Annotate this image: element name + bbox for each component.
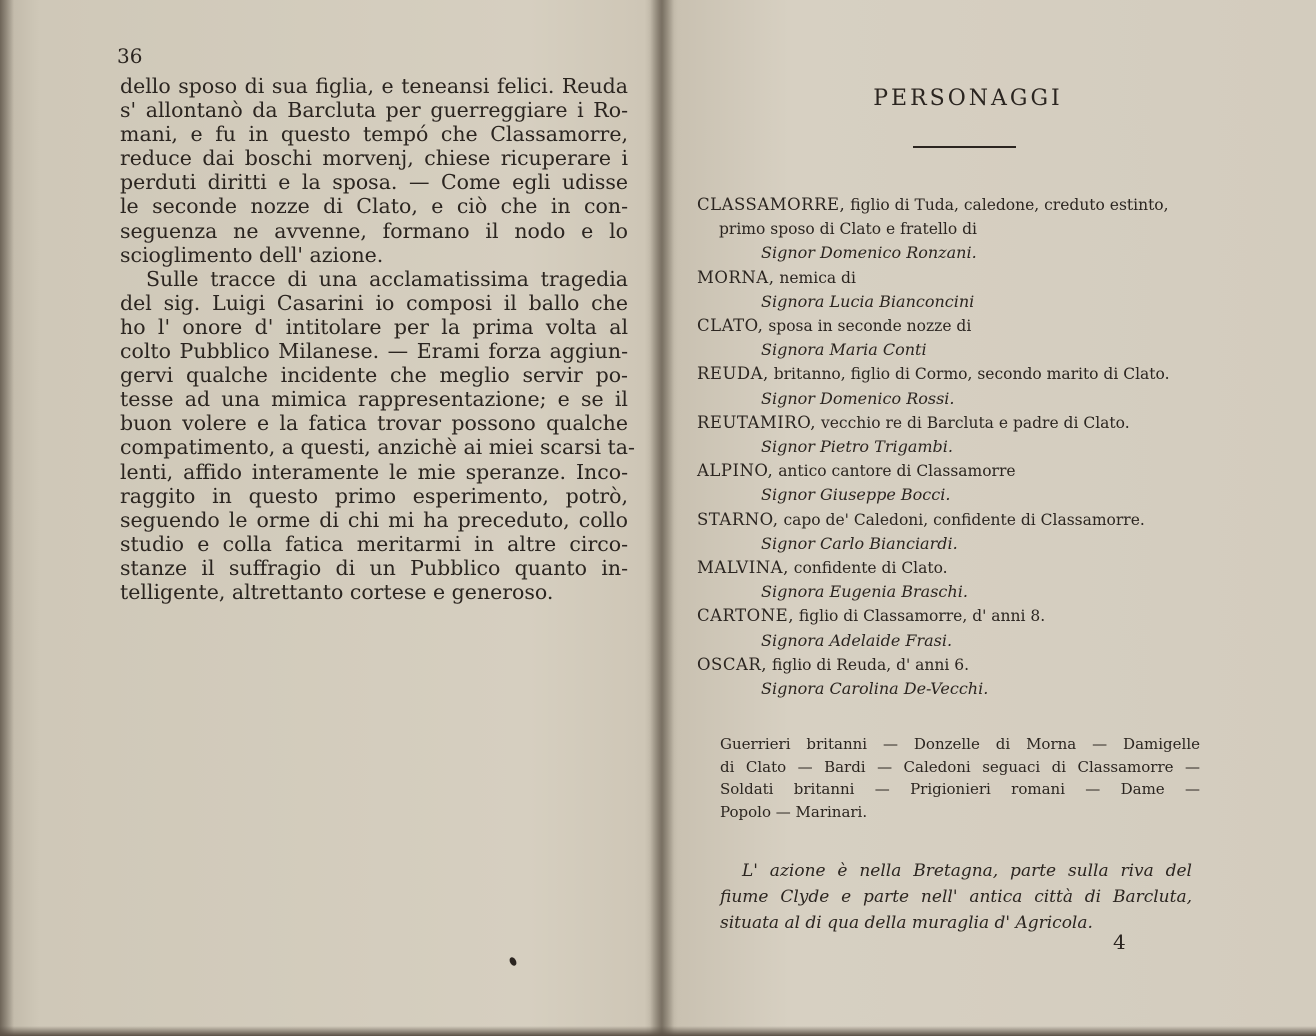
character-description: vecchio re di Barcluta e padre di Clato. [820,413,1130,432]
text-line: seguenza ne avvenne, formano il nodo e lo [120,218,628,243]
setting-line: fiume Clyde e parte nell' antica città di Barcluta, [720,887,1192,907]
signature-mark: 4 [1113,930,1126,954]
character-description: sposa in seconde nozze di [768,317,972,336]
text-line: s' allontanò da Barcluta per guerreggiare i Ro- [120,98,628,123]
text-line: del sig. Luigi Casarini io composi il ballo che [120,290,628,315]
text-line: dello sposo di sua figlia, e teneansi felici. Reuda [120,74,628,98]
character-description-continued: primo sposo di Clato e fratello di [719,220,977,239]
character-description: confidente di Clato. [793,559,948,578]
character-line [697,653,1227,677]
actor-name: Signor Carlo Bianciardi. [761,533,958,553]
character-entry [697,193,1227,266]
text-line: le seconde nozze di Clato, e ciò che in con- [120,194,628,219]
chorus-line: Popolo — Marinari. [720,802,868,821]
character-entry [697,314,1227,362]
text-line: stanze il suffragio di un Pubblico quanto in- [120,555,628,580]
text-line: studio e colla fatica meritarmi in altre circo- [120,531,628,556]
character-name: REUDA, [697,364,769,384]
character-description: figlio di Tuda, caledone, creduto estinto, [850,196,1169,214]
character-name: CLASSAMORRE, [697,195,846,214]
text-line: ho l' onore d' intitolare per la prima volta al [120,314,628,339]
actor-name: Signora Maria Conti [761,340,927,360]
actor-name: Signor Pietro Trigambi. [761,437,953,457]
text-line: raggito in questo primo esperimento, potrò, [120,483,628,508]
character-name: MORNA, [697,267,775,287]
character-description: figlio di Reuda, d' anni 6. [771,655,970,674]
character-list [697,193,1227,701]
character-entry [697,411,1227,459]
character-entry [697,508,1227,556]
title-rule [913,146,1016,148]
character-line [697,314,1227,338]
text-line: buon volere e la fatica trovar possono qualche [120,411,628,436]
actor-name: Signora Lucia Bianconcini [761,291,975,311]
setting-line: L' azione è nella Bretagna, parte sulla riva del [742,861,1192,881]
actor-name: Signora Carolina De-Vecchi. [761,679,989,699]
actor-name: Signor Giuseppe Bocci. [761,485,951,505]
text-line: lenti, affido interamente le mie speranze. Inco- [120,459,628,484]
text-line: reduce dai boschi morvenj, chiese ricuperare i [120,146,628,171]
text-line: gervi qualche incidente che meglio servir po- [120,363,628,388]
character-entry [697,653,1227,701]
character-line [697,266,1227,290]
character-line [697,604,1227,628]
text-line: compatimento, a questi, anzichè ai miei scarsi ta- [120,435,635,460]
actor-name: Signor Domenico Rossi. [761,388,955,408]
character-line [697,362,1227,386]
chorus-line: di Clato — Bardi — Caledoni seguaci di Classamorre — [720,757,1200,776]
text-line: colto Pubblico Milanese. — Erami forza aggiun- [120,339,628,364]
character-name: MALVINA, [697,558,789,578]
character-entry [697,459,1227,507]
character-name: REUTAMIRO, [697,412,817,432]
text-line: telligente, altrettanto cortese e generoso. [120,579,554,604]
chorus-line: Soldati britanni — Prigionieri romani — Dame — [720,780,1200,799]
character-line [697,411,1227,435]
character-name: ALPINO, [697,461,774,481]
character-entry [697,266,1227,314]
character-line [697,508,1227,532]
character-name: CLATO, [697,316,764,336]
setting-line: situata al di qua della muraglia d' Agricola. [720,913,1093,933]
character-description: nemica di [779,268,856,287]
character-entry [697,362,1227,410]
setting-note [720,858,1192,936]
character-line [697,459,1227,483]
text-line: mani, e fu in questo tempó che Classamorre, [120,122,628,147]
character-description: figlio di Classamorre, d' anni 8. [798,607,1046,626]
text-line: seguendo le orme di chi mi ha preceduto, collo [120,507,628,532]
text-line: Sulle tracce di una acclamatissima tragedia [146,266,628,291]
character-name: OSCAR, [697,654,768,674]
character-line [697,193,1227,217]
character-name: CARTONE, [697,606,794,626]
character-description: britanno, figlio di Cormo, secondo marito di Clato. [773,365,1170,384]
chorus-list [720,733,1200,823]
character-name: STARNO, [697,509,779,529]
actor-name: Signora Adelaide Frasi. [761,630,953,650]
character-line [697,556,1227,580]
actor-name: Signor Domenico Ronzani. [761,243,977,263]
text-line: perduti diritti e la sposa. — Come egli udisse [120,170,628,195]
character-entry [697,604,1227,652]
character-entry [697,556,1227,604]
character-description: antico cantore di Classamorre [778,462,1016,481]
chorus-line: Guerrieri britanni — Donzelle di Morna — Damigelle [720,735,1200,753]
left-page-text [120,74,635,604]
page-title: PERSONAGGI [873,86,1063,111]
page-number: 36 [117,44,143,68]
character-description: capo de' Caledoni, confidente di Classamorre. [783,510,1145,529]
text-line: scioglimento dell' azione. [120,242,384,267]
actor-name: Signora Eugenia Braschi. [761,582,968,602]
text-line: tesse ad una mimica rappresentazione; e se il [120,387,628,412]
